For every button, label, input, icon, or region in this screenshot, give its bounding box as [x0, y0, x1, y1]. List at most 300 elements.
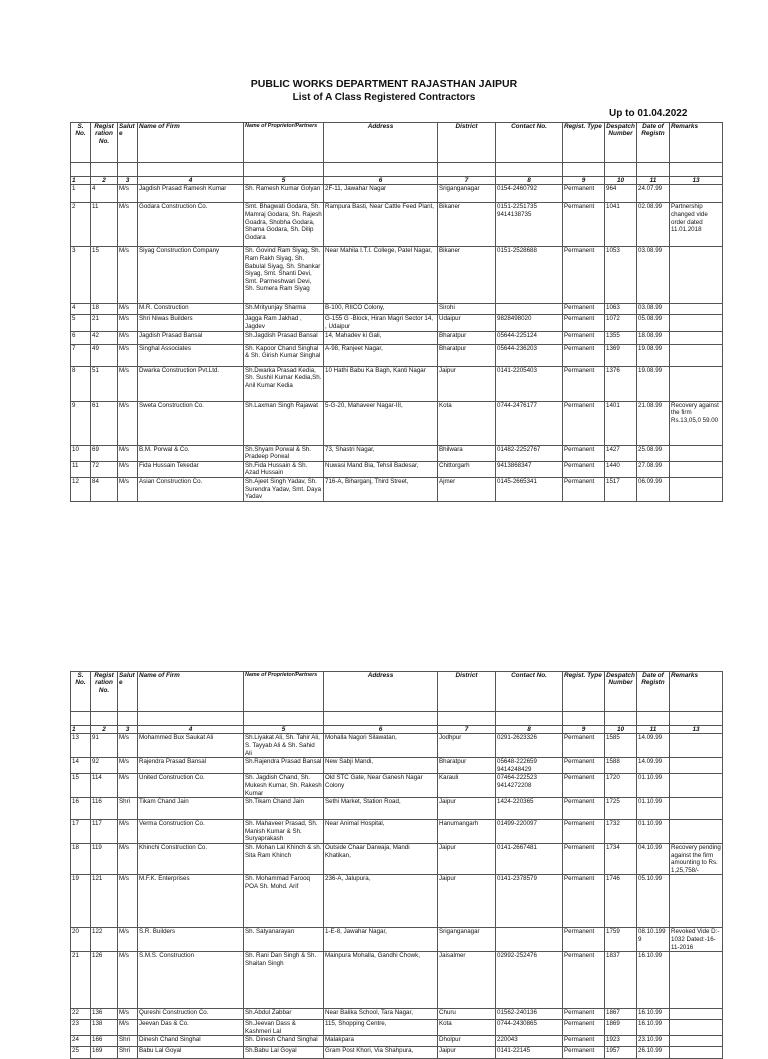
cell-address: B-100, RIICO Colony,	[324, 304, 438, 315]
table-row	[71, 774, 723, 798]
cell-despatch-number: 1517	[605, 477, 637, 501]
cell-despatch-number: 1063	[605, 304, 637, 315]
cell-salutation: Shri	[118, 1047, 138, 1059]
cell-contact-no: 01499-220097	[496, 820, 563, 844]
table-row	[71, 366, 723, 401]
column-number: 3	[118, 177, 138, 185]
cell-sno: 21	[71, 952, 91, 1009]
column-header-address: Address	[324, 123, 438, 163]
cell-sno: 7	[71, 344, 91, 366]
cell-remarks	[670, 798, 723, 820]
cell-salutation: M/s	[118, 843, 138, 874]
cell-proprietor-partners: Sh.Mrityunjay Sharma	[244, 304, 324, 315]
column-header-district: District	[438, 672, 496, 712]
cell-registration-no: 166	[91, 1036, 118, 1047]
column-header-registration-no: Regist ration No.	[91, 123, 118, 163]
cell-sno: 17	[71, 820, 91, 844]
spacer-cell	[637, 163, 670, 177]
cell-contact-no	[496, 304, 563, 315]
cell-registration-type: Permanent	[563, 401, 605, 445]
cell-registration-type: Permanent	[563, 366, 605, 401]
cell-registration-no: 42	[91, 331, 118, 344]
cell-sno: 16	[71, 798, 91, 820]
cell-registration-type: Permanent	[563, 928, 605, 952]
table-row	[71, 344, 723, 366]
spacer-cell	[496, 712, 563, 726]
cell-registration-no: 169	[91, 1047, 118, 1059]
cell-despatch-number: 1923	[605, 1036, 637, 1047]
cell-salutation: M/s	[118, 477, 138, 501]
spacer-cell	[605, 712, 637, 726]
column-number-row	[71, 177, 723, 185]
cell-contact-no: 1424-220365	[496, 798, 563, 820]
cell-salutation: M/s	[118, 758, 138, 774]
cell-contact-no: 0151-2251735 9414138735	[496, 203, 563, 247]
cell-registration-no: 114	[91, 774, 118, 798]
cell-contact-no: 02992-252476	[496, 952, 563, 1009]
cell-district: Hanumangarh	[438, 820, 496, 844]
table-row	[71, 1047, 723, 1059]
cell-registration-no: 51	[91, 366, 118, 401]
cell-remarks	[670, 331, 723, 344]
cell-remarks	[670, 461, 723, 477]
cell-registration-type: Permanent	[563, 843, 605, 874]
column-header-row	[71, 672, 723, 712]
cell-salutation: M/s	[118, 304, 138, 315]
cell-proprietor-partners: Sh.Babu Lal Goyal	[244, 1047, 324, 1059]
table-row	[71, 315, 723, 331]
cell-contact-no: 05644-236203	[496, 344, 563, 366]
cell-proprietor-partners: Sh. Dinesh Chand Singhal	[244, 1036, 324, 1047]
cell-registration-type: Permanent	[563, 1009, 605, 1020]
spacer-cell	[138, 712, 244, 726]
table-row	[71, 758, 723, 774]
cell-proprietor-partners: Sh. Jagdish Chand, Sh. Mukesh Kumar, Sh. Rakesh Kumar	[245, 774, 322, 797]
as-of-date: Up to 01.04.2022	[609, 108, 688, 119]
column-number: 10	[605, 177, 637, 185]
cell-contact-no: 0141-2205403	[496, 366, 563, 401]
cell-registration-date: 14.09.99	[637, 758, 670, 774]
cell-remarks	[670, 758, 723, 774]
spacer-cell	[670, 712, 723, 726]
column-header-sno: S. No.	[71, 123, 91, 163]
header-spacer-row	[71, 163, 723, 177]
cell-registration-type: Permanent	[563, 820, 605, 844]
cell-remarks	[670, 1036, 723, 1047]
cell-registration-date: 26.10.99	[637, 1047, 670, 1059]
column-header-proprietor-partners: Name of Proprietor/Partners	[244, 672, 324, 712]
table-row	[71, 477, 723, 501]
column-number: 10	[605, 726, 637, 734]
cell-district: Churu	[438, 1009, 496, 1020]
cell-registration-date: 01.10.99	[637, 798, 670, 820]
cell-sno: 9	[71, 401, 91, 445]
cell-despatch-number: 1355	[605, 331, 637, 344]
column-number-row	[71, 726, 723, 734]
cell-address: 2F-11, Jawahar Nagar	[324, 185, 438, 203]
cell-registration-type: Permanent	[563, 477, 605, 501]
cell-district: Jaipur	[438, 1047, 496, 1059]
spacer-cell	[670, 163, 723, 177]
cell-firm-name: Sweta Construction Co.	[138, 401, 244, 445]
cell-firm-name: B.M. Porwal & Co.	[138, 445, 244, 461]
cell-registration-no: 49	[91, 344, 118, 366]
cell-registration-no: 18	[91, 304, 118, 315]
cell-remarks	[670, 185, 723, 203]
cell-firm-name: Jagdish Prasad Bansal	[138, 331, 244, 344]
cell-contact-no: 07464-222523 9414272208	[496, 774, 563, 798]
cell-firm-name: Jagdish Prasad Ramesh Kumar	[138, 185, 244, 203]
cell-despatch-number: 1732	[605, 820, 637, 844]
cell-registration-type: Permanent	[563, 331, 605, 344]
table-row	[71, 843, 723, 874]
cell-registration-no: 21	[91, 315, 118, 331]
cell-contact-no: 0145-2665341	[496, 477, 563, 501]
cell-address: Mohalla Nagori Silawatan,	[324, 734, 438, 758]
cell-sno: 20	[71, 928, 91, 952]
cell-address: Gram Post Khori, Via Shahpura,	[324, 1047, 438, 1059]
cell-remarks	[670, 445, 723, 461]
cell-registration-type: Permanent	[563, 734, 605, 758]
cell-registration-no: 138	[91, 1020, 118, 1036]
table-row	[71, 734, 723, 758]
cell-registration-type: Permanent	[563, 1020, 605, 1036]
column-number: 2	[91, 726, 118, 734]
table-row	[71, 304, 723, 315]
cell-registration-no: 122	[91, 928, 118, 952]
cell-contact-no: 0154-2460792	[496, 185, 563, 203]
cell-registration-no: 84	[91, 477, 118, 501]
cell-address: 115, Shopping Centre,	[324, 1020, 438, 1036]
column-number: 11	[637, 726, 670, 734]
cell-despatch-number: 1725	[605, 798, 637, 820]
cell-firm-name: United Construction Co.	[138, 774, 244, 798]
cell-proprietor-partners: Sh.Jeevan Dass & Kashmeri Lal	[244, 1020, 324, 1036]
cell-despatch-number: 1957	[605, 1047, 637, 1059]
cell-address: Near Mahila I.T.I. College, Patel Nagar,	[324, 247, 438, 304]
cell-registration-type: Permanent	[563, 1036, 605, 1047]
cell-address: Nuwasi Mand Bia, Tehsil Badesar,	[324, 461, 438, 477]
table-row	[71, 928, 723, 952]
cell-contact-no: 0141-22145	[496, 1047, 563, 1059]
column-number: 6	[324, 726, 438, 734]
cell-remarks	[670, 344, 723, 366]
cell-address: 236-A, Jalupura,	[324, 875, 438, 928]
cell-sno: 11	[71, 461, 91, 477]
cell-registration-date: 16.10.99	[637, 952, 670, 1009]
cell-sno: 12	[71, 477, 91, 501]
cell-despatch-number: 1427	[605, 445, 637, 461]
cell-firm-name: Fida Hussain Tekedar	[138, 461, 244, 477]
cell-sno: 5	[71, 315, 91, 331]
cell-despatch-number: 1440	[605, 461, 637, 477]
spacer-cell	[71, 712, 91, 726]
cell-proprietor-partners: Sh. Rani Dan Singh & Sh. Shaitan Singh	[244, 952, 324, 1009]
cell-contact-no: 0151-2528688	[496, 247, 563, 304]
cell-registration-no: 121	[91, 875, 118, 928]
table-row	[71, 203, 723, 247]
cell-remarks: Recovery pending against the firm amounting to Rs. 1,25,758/-	[671, 843, 721, 874]
cell-remarks: Recovery against the firm Rs.13,05,0 59.00	[670, 401, 723, 445]
cell-district: Jaipur	[438, 798, 496, 820]
cell-contact-no: 0141-2378579	[496, 875, 563, 928]
cell-sno: 25	[71, 1047, 91, 1059]
cell-address: Near Balika School, Tara Nagar,	[324, 1009, 438, 1020]
cell-despatch-number: 1869	[605, 1020, 637, 1036]
cell-registration-date: 14.09.99	[637, 734, 670, 758]
cell-district: Bikaner	[438, 203, 496, 247]
cell-proprietor-partners: Smt. Bhagwati Godara, Sh. Mamraj Godara, Sh. Rajesh Goadra, Shobha Godara, Shama Godara, Sh. Dilip Godara	[244, 203, 324, 247]
cell-district: Sriganganagar	[438, 928, 496, 952]
cell-proprietor-partners: Sh. Kapoor Chand Singhal & Sh. Girish Kumar Singhal	[244, 344, 324, 366]
cell-district: Sirohi	[438, 304, 496, 315]
cell-proprietor-partners: Sh.Liyakat Ali, Sh. Tahir Ali, S. Tayyab Ali & Sh. Sahid Ali	[244, 734, 324, 758]
cell-district: Dholpur	[438, 1036, 496, 1047]
cell-remarks	[670, 366, 723, 401]
cell-registration-date: 05.08.99	[637, 315, 670, 331]
cell-proprietor-partners: Sh.Jagdish Prasad Bansal	[244, 331, 324, 344]
cell-contact-no: 05648-222659 9414248429	[496, 758, 563, 774]
cell-remarks	[670, 1009, 723, 1020]
cell-registration-type: Permanent	[563, 315, 605, 331]
cell-salutation: M/s	[118, 734, 138, 758]
spacer-cell	[244, 163, 324, 177]
column-header-row	[71, 123, 723, 163]
cell-registration-no: 136	[91, 1009, 118, 1020]
cell-salutation: M/s	[118, 331, 138, 344]
column-header-registration-date: Date of Registn	[637, 123, 670, 163]
cell-district: Jaipur	[438, 366, 496, 401]
cell-salutation: M/s	[118, 247, 138, 304]
cell-district: Karauli	[438, 774, 496, 798]
cell-despatch-number: 1720	[605, 774, 637, 798]
cell-sno: 22	[71, 1009, 91, 1020]
cell-despatch-number: 1734	[605, 843, 637, 874]
table-row	[71, 1036, 723, 1047]
table-row	[71, 1009, 723, 1020]
column-header-contact-no: Contact No.	[496, 672, 563, 712]
cell-registration-date: 16.10.99	[637, 1020, 670, 1036]
cell-registration-type: Permanent	[563, 185, 605, 203]
cell-sno: 3	[71, 247, 91, 304]
spacer-cell	[438, 163, 496, 177]
cell-salutation: M/s	[118, 445, 138, 461]
cell-contact-no	[496, 928, 563, 952]
spacer-cell	[324, 712, 438, 726]
cell-registration-no: 61	[91, 401, 118, 445]
cell-district: Bikaner	[438, 247, 496, 304]
table-row	[71, 445, 723, 461]
table-row	[71, 798, 723, 820]
cell-address: New Sabji Mandi,	[324, 758, 438, 774]
cell-firm-name: Babu Lal Goyal	[138, 1047, 244, 1059]
spacer-cell	[138, 163, 244, 177]
cell-firm-name: Qureshi Construction Co.	[138, 1009, 244, 1020]
cell-firm-name: Verma Construction Co.	[138, 820, 244, 844]
cell-salutation: M/s	[118, 1009, 138, 1020]
cell-remarks	[670, 1047, 723, 1059]
cell-firm-name: Shri Niwas Builders	[138, 315, 244, 331]
cell-salutation: M/s	[118, 315, 138, 331]
cell-proprietor-partners: Sh. Mahaveer Prasad, Sh. Manish Kumar & Sh. Suryaprakash	[244, 820, 324, 844]
spacer-cell	[118, 712, 138, 726]
cell-registration-no: 11	[91, 203, 118, 247]
cell-proprietor-partners: Sh.Laxman Singh Rajawat	[244, 401, 324, 445]
spacer-cell	[563, 712, 605, 726]
cell-firm-name: Jeevan Das & Co.	[138, 1020, 244, 1036]
cell-sno: 1	[71, 185, 91, 203]
cell-district: Kota	[438, 1020, 496, 1036]
cell-firm-name: Khinchi Construction Co.	[138, 843, 244, 874]
cell-proprietor-partners: Sh.Fida Hussain & Sh. Azad Hussain	[244, 461, 324, 477]
cell-registration-no: 4	[91, 185, 118, 203]
cell-registration-date: 18.08.99	[637, 331, 670, 344]
cell-firm-name: S.M.S. Construction	[138, 952, 244, 1009]
cell-firm-name: Godara Construction Co.	[138, 203, 244, 247]
cell-sno: 14	[71, 758, 91, 774]
cell-address: 1-E-8, Jawahar Nagar,	[324, 928, 438, 952]
column-header-despatch-number: Despatch Number	[605, 123, 637, 163]
cell-registration-date: 25.08.99	[637, 445, 670, 461]
column-number: 3	[118, 726, 138, 734]
column-header-firm-name: Name of Firm	[138, 672, 244, 712]
cell-salutation: M/s	[118, 461, 138, 477]
cell-address: Malakpara	[324, 1036, 438, 1047]
column-header-registration-date: Date of Registn	[637, 672, 670, 712]
column-number: 1	[71, 726, 91, 734]
cell-registration-no: 117	[91, 820, 118, 844]
spacer-cell	[637, 712, 670, 726]
cell-sno: 18	[71, 843, 91, 874]
document-subtitle: List of A Class Registered Contractors	[292, 92, 476, 103]
cell-salutation: Shri	[118, 1036, 138, 1047]
column-header-salutation: Salut e	[118, 123, 138, 163]
column-header-despatch-number: Despatch Number	[605, 672, 637, 712]
column-header-registration-type: Regist. Type	[563, 672, 605, 712]
cell-registration-date: 08.10.1999	[637, 928, 670, 952]
cell-salutation: M/s	[118, 203, 138, 247]
cell-despatch-number: 1401	[605, 401, 637, 445]
cell-proprietor-partners: Sh.Tikam Chand Jain	[244, 798, 324, 820]
cell-proprietor-partners: Sh.Ajeet Singh Yadav, Sh. Surendra Yadav, Smt. Daya Yadav	[244, 477, 324, 501]
cell-contact-no: 0291-2623326	[496, 734, 563, 758]
column-header-salutation: Salut e	[118, 672, 138, 712]
column-number: 4	[138, 726, 244, 734]
column-number: 5	[244, 177, 324, 185]
cell-salutation: M/s	[118, 401, 138, 445]
cell-proprietor-partners: Sh.Abdul Zabbar	[244, 1009, 324, 1020]
spacer-cell	[244, 712, 324, 726]
cell-district: Sriganganagar	[438, 185, 496, 203]
cell-remarks	[670, 774, 723, 798]
cell-address: A-98, Ranjeet Nagar,	[324, 344, 438, 366]
column-number: 8	[496, 726, 563, 734]
cell-address: 5-G-20, Mahaveer Nagar-III,	[324, 401, 438, 445]
contractors-table-section-2	[70, 671, 723, 1059]
cell-registration-date: 04.10.99	[637, 843, 670, 874]
column-header-district: District	[438, 123, 496, 163]
cell-remarks	[670, 1020, 723, 1036]
column-number: 9	[563, 726, 605, 734]
spacer-cell	[71, 163, 91, 177]
cell-despatch-number: 1041	[605, 203, 637, 247]
cell-registration-type: Permanent	[563, 304, 605, 315]
cell-proprietor-partners: Sh. Mohammad Farooq POA Sh. Mohd. Arif	[244, 875, 324, 928]
cell-firm-name: Dwarka Construction Pvt.Ltd.	[138, 366, 244, 401]
cell-address: 14, Mahadev ki Gali,	[324, 331, 438, 344]
cell-registration-date: 16.10.99	[637, 1009, 670, 1020]
spacer-cell	[91, 712, 118, 726]
cell-salutation: M/s	[118, 774, 138, 798]
cell-despatch-number: 1072	[605, 315, 637, 331]
cell-remarks	[670, 820, 723, 844]
cell-sno: 6	[71, 331, 91, 344]
cell-district: Bhilwara	[438, 445, 496, 461]
column-number: 6	[324, 177, 438, 185]
table-row	[71, 875, 723, 928]
cell-sno: 8	[71, 366, 91, 401]
cell-registration-type: Permanent	[563, 203, 605, 247]
cell-district: Ajmer	[438, 477, 496, 501]
cell-address: Outside Chaar Darwaja, Mandi Khatikan,	[324, 843, 438, 874]
cell-despatch-number: 1053	[605, 247, 637, 304]
cell-despatch-number: 1585	[605, 734, 637, 758]
cell-registration-type: Permanent	[563, 445, 605, 461]
cell-address: Old STC Gate, Near Ganesh Nagar Colony	[324, 774, 438, 798]
cell-remarks	[670, 304, 723, 315]
cell-contact-no: 9828498020	[496, 315, 563, 331]
column-number: 7	[438, 177, 496, 185]
cell-firm-name: M.F.K. Enterprises	[138, 875, 244, 928]
cell-registration-type: Permanent	[563, 461, 605, 477]
cell-registration-type: Permanent	[563, 758, 605, 774]
cell-sno: 10	[71, 445, 91, 461]
cell-proprietor-partners: Sh. Govind Ram Siyag, Sh. Ram Rakh Siyag, Sh. Babulal Siyag, Sh. Shankar Siyag, Smt. Shanti Devi, Smt. Parmeshwari Devi, Sh. Sumera Ram Siyag	[244, 247, 324, 304]
cell-firm-name: S.R. Builders	[138, 928, 244, 952]
cell-registration-date: 01.10.99	[637, 820, 670, 844]
cell-remarks	[670, 477, 723, 501]
cell-district: Bharatpur	[438, 344, 496, 366]
cell-proprietor-partners: Sh. Mohan Lal Khinch & sh. Sita Ram Khinch	[244, 843, 324, 874]
cell-sno: 23	[71, 1020, 91, 1036]
contractors-table-section-1	[70, 122, 723, 502]
cell-district: Chittorgarh	[438, 461, 496, 477]
cell-registration-date: 21.08.99	[637, 401, 670, 445]
cell-registration-date: 23.10.99	[637, 1036, 670, 1047]
cell-district: Jodhpur	[438, 734, 496, 758]
cell-address: Mainpura Mohalla, Gandhi Chowk,	[324, 952, 438, 1009]
column-header-firm-name: Name of Firm	[138, 123, 244, 163]
cell-firm-name: Dinesh Chand Singhal	[138, 1036, 244, 1047]
cell-address: Sethi Market, Station Road,	[324, 798, 438, 820]
cell-firm-name: M.R. Construction	[138, 304, 244, 315]
cell-contact-no: 01562-240136	[496, 1009, 563, 1020]
cell-firm-name: Rajendra Prasad Bansal	[138, 758, 244, 774]
cell-salutation: M/s	[118, 366, 138, 401]
cell-firm-name: Mohammed Bux Saukat Ali	[138, 734, 244, 758]
cell-address: 716-A, Biharganj, Third Street,	[324, 477, 438, 501]
cell-salutation: M/s	[118, 952, 138, 1009]
cell-address: Near Animal Hospital,	[324, 820, 438, 844]
cell-address: Rampura Basti, Near Cattle Feed Plant,	[324, 203, 438, 247]
column-number: 4	[138, 177, 244, 185]
cell-sno: 4	[71, 304, 91, 315]
cell-registration-date: 02.08.99	[637, 203, 670, 247]
cell-registration-type: Permanent	[563, 798, 605, 820]
spacer-cell	[324, 163, 438, 177]
cell-contact-no: 220043	[496, 1036, 563, 1047]
cell-salutation: M/s	[118, 928, 138, 952]
